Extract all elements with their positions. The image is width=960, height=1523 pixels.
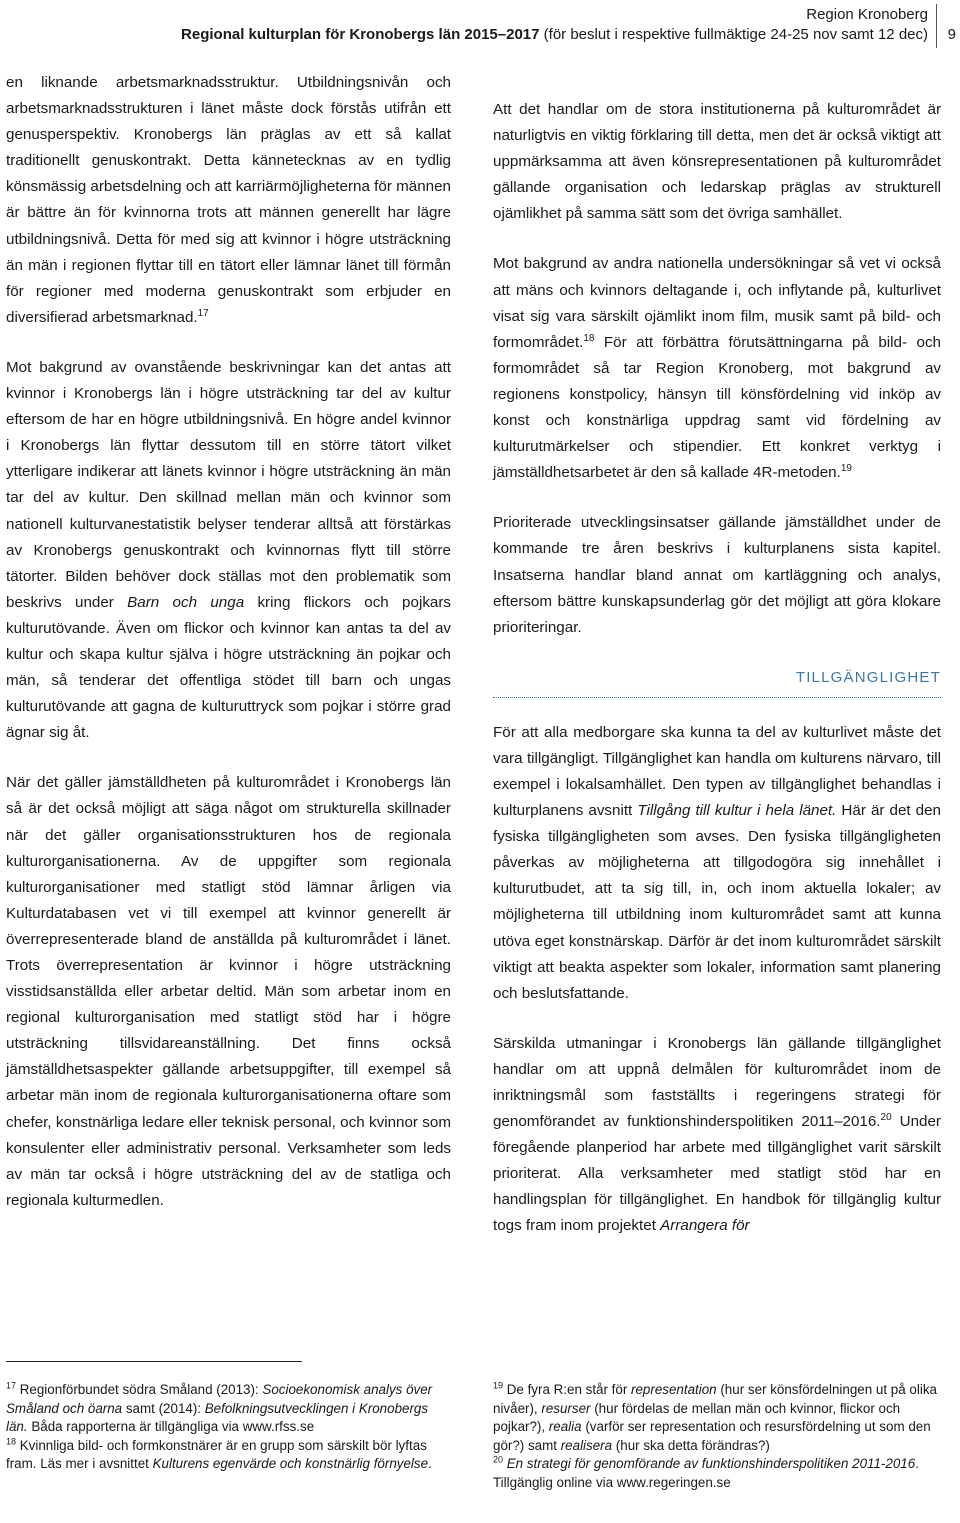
document-title [181, 26, 928, 43]
footnotes-right [493, 1381, 941, 1492]
footnote-ref[interactable]: 18 [583, 332, 595, 344]
footnote-ref[interactable]: 20 [880, 1112, 892, 1124]
document-title-bold: Regional kulturplan för Kronobergs län 2015–2017 [181, 26, 540, 43]
paragraph: Mot bakgrund av ovanstående beskrivningar kan det antas att kvinnor i Kronobergs län i högre utsträckning tar del av kultur eftersom de har en högre utbildningsnivå. En högre andel kvinnor i Kronobergs län flyttar dessutom till en större tätort vilket ytterligare indikerar att länets kvinnor i högre utsträckning än män tar del av kultur. Den skillnad mellan män och kvinnor som nationell kulturvanestatistik belyser tenderar alltså att förstärkas av Kronobergs genuskontrakt och kvinnornas flytt till större tätorter. Bilden behöver dock ställas mot den problematik som beskrivs under Barn och unga kring flickors och pojkars kulturutövande. Även om flickor och kvinnor kan antas ta del av kultur och skapa kultur själva i högre utsträckning än pojkar och män, så tenderar det offentliga stödet till barn och ungas kulturutövande att gagna de kulturuttryck som pojkar i större grad ägnar sig åt. [6, 358, 452, 742]
left-column [6, 70, 451, 1238]
right-column [493, 97, 941, 1264]
footnotes-left [6, 1381, 451, 1474]
footnote-ref[interactable]: 19 [840, 463, 852, 475]
paragraph: Mot bakgrund av andra nationella undersökningar så vet vi också att mäns och kvinnors deltagande i, och inflytande på, kulturlivet visat sig vara särskilt ojämlikt inom film, musik samt på bild- och formområdet.$^{18}$ För att förbättra förutsättningarna på bild- och formområdet så tar Region Kronoberg, mot bakgrund av regionens konstpolicy, hänsyn till könsfördelning vid inköp av konst och konstnärliga uppdrag samt vid fördelning av kulturutmärkelser och stipendier. Ett konkret verktyg i jämställdhetsarbetet är den så kallade 4R-metoden.$^{19}$ [493, 255, 941, 482]
page-number: 9 [947, 26, 956, 43]
paragraph: en liknande arbetsmarknadsstruktur. Utbildningsnivån och arbetsmarknadsstrukturen i länet måste dock förstås utifrån ett genusperspektiv. Kronobergs län präglas av ett så kallat traditionellt genuskontrakt. Detta kännetecknas av en tydlig könsmässig arbetsdelning och att karriärmöjligheterna för männen är bättre än för kvinnorna trots att männen generellt har lägre utbildningsnivå. Detta för med sig att kvinnor i högre utsträckning än män i regionen flyttar till en tätort eller lämnar länet till förmån för regioner med moderna genuskontrakt som erbjuder en diversifierad arbetsmarknad.$^{17}$ [6, 74, 451, 326]
footnote-divider [6, 1361, 302, 1362]
footnote-19: $^{19}$ De fyra R:en står för representation (hur ser könsfördelningen ut på olika nivåer), resurser (hur fördelas de mellan män och kvinnor, flickor och pojkar?), realia (varför ser representation och resursfördelning ut som den gör?) samt realisera (hur ska detta förändras?) [493, 1380, 937, 1453]
paragraph: När det gäller jämställdheten på kulturområdet i Kronobergs län så är det också möjligt att säga något om strukturella skillnader när det gäller organisationsstrukturen hos de regionala kulturorganisationerna. Av de uppgifter som regionala kulturorganisationer med statligt stöd lämnar årligen via Kulturdatabasen vet vi till exempel att kvinnor generellt är överrepresenterade bland de anställda på kulturområdet i länet. Trots överrepresentation är kvinnor i högre utsträckning visstidsanställda eller arbetar deltid. Män som arbetar inom en regional kulturorganisation med statligt stöd har i högre utsträckning tillsvidareanställning. Det finns också jämställdhetsaspekter gällande arbetsuppgifter, till exempel så arbetar män inom de regionala kulturorganisationerna oftare som chefer, konstnärliga ledare eller teknisk personal, och kvinnor som konsulenter eller administrativ personal. Verksamheter som leds av män tar också i högre utsträckning del av de statliga och regionala kulturmedlen. [6, 774, 451, 1209]
paragraph: För att alla medborgare ska kunna ta del av kulturlivet måste det vara tillgängligt. Tillgänglighet kan handla om kulturens närvaro, till exempel i lokalsamhället. Den typen av tillgänglighet behandlas i kulturplanens avsnitt Tillgång till kultur i hela länet. Här är det den fysiska tillgängligheten som avses. Den fysiska tillgängligheten påverkas av möjligheterna att tillgodogöra sig innehållet i kulturutbudet, att ta sig till, in, och inom aktuella lokaler; av möjligheterna till utbildning inom kulturområdet samt att kunna utöva eget konstnärskap. Därför är det inom kulturområdet särskilt viktigt att beakta aspekter som lokaler, information samt planering och beslutsfattande. [493, 723, 942, 1002]
header-divider [936, 4, 937, 48]
document-title-rest: (för beslut i respektive fullmäktige 24-25 nov samt 12 dec) [539, 26, 928, 43]
paragraph: Särskilda utmaningar i Kronobergs län gällande tillgänglighet handlar om att uppnå delmålen för kulturområdet inom de inriktningsmål som fastställts i regeringens strategi för genomförandet av funktionshinderspolitiken 2011–2016.20 Under föregående planperiod har arbete med tillgänglighet varit särskilt prioriterat. Alla verksamheter med statligt stöd har en handlingsplan för tillgänglighet. En handbok för tillgänglig kultur togs fram inom projektet Arrangera för [493, 1034, 941, 1235]
page-header [0, 4, 960, 44]
footnote-20: $^{20}$ En strategi för genomförande av funktionshinderspolitiken 2011-2016. Tillgänglig online via www.regeringen.se [493, 1454, 919, 1490]
paragraph: Prioriterade utvecklingsinsatser gällande jämställdhet under de kommande tre åren beskrivs i kulturplanens sista kapitel. Insatserna handlar bland annat om kartläggning och analys, eftersom bättre kunskapsunderlag gör det möjligt att göra klokare prioriteringar. [493, 514, 941, 636]
paragraph: Att det handlar om de stora institutionerna på kulturområdet är naturligtvis en viktig förklaring till detta, men det är också viktigt att uppmärksamma att även könsrepresentationen på kulturområdet gällande organisation och ledarskap präglas av strukturell ojämlikhet på samma sätt som det övriga samhället. [493, 101, 941, 223]
organization-name: Region Kronoberg [806, 6, 928, 23]
section-heading: TILLGÄNGLIGHET [795, 668, 941, 686]
footnote-17: $^{17}$ Regionförbundet södra Småland (2013): Socioekonomisk analys över Småland och öarna samt (2014): Befolkningsutvecklingen i Kronobergs län. Båda rapporterna är tillgängliga via www.rfss.se [6, 1380, 433, 1434]
footnote-ref[interactable]: 17 [197, 307, 209, 319]
footnote-18: $^{18}$ Kvinnliga bild- och formkonstnärer är en grupp som särskilt bör lyftas fram. Läs mer i avsnittet Kulturens egenvärde och konstnärlig förnyelse. [6, 1436, 432, 1471]
section-divider [493, 697, 941, 698]
